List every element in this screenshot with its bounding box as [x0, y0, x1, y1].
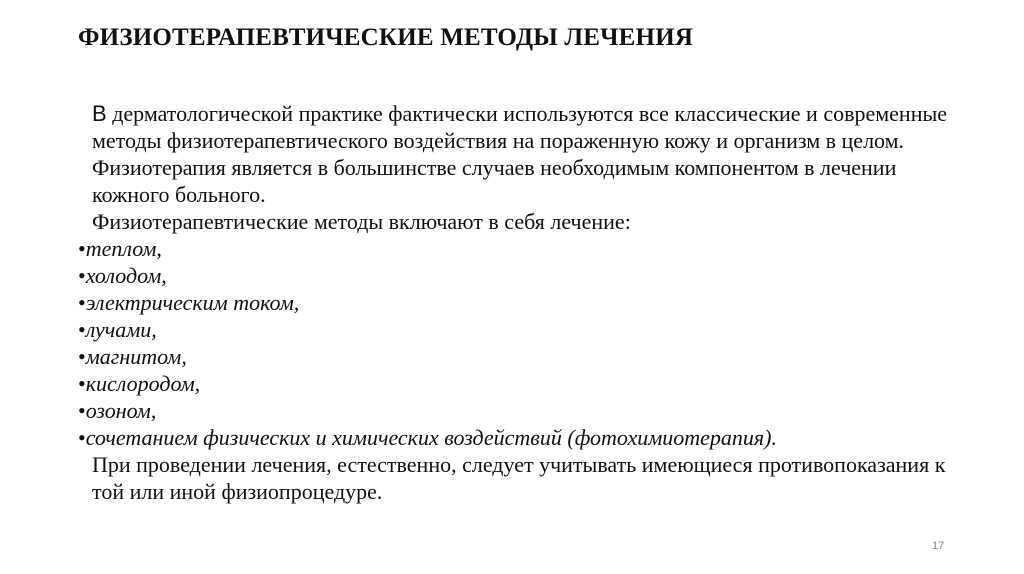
list-item: [78, 424, 978, 451]
method-item: магнитом,: [85, 344, 187, 369]
list-item: [78, 316, 978, 343]
bullet-icon: •: [78, 263, 86, 288]
slide-body: [78, 100, 978, 505]
bullet-icon: •: [78, 371, 86, 396]
page-number: 17: [932, 540, 945, 552]
method-item: озоном,: [85, 398, 157, 423]
method-item: электрическим током,: [85, 290, 300, 315]
bullet-icon: •: [78, 236, 86, 261]
methods-list: [78, 235, 978, 451]
list-item: [78, 370, 978, 397]
method-item: холодом,: [85, 263, 167, 288]
method-item: сочетанием физических и химических воздействий (фотохимиотерапия).: [85, 425, 777, 450]
intro-text: дерматологической практике фактически используются все классические и современные методы физиотерапевтического воздействия на пораженную кожу и организм в целом. Физиотерапия является в большинстве случаев необходимым компонентом в лечении кожного больного.: [92, 101, 948, 207]
bullet-icon: •: [78, 317, 86, 342]
list-item: [78, 289, 978, 316]
intro-first-letter: В: [92, 101, 107, 126]
bullet-icon: •: [78, 344, 86, 369]
bullet-icon: •: [78, 425, 86, 450]
bullet-icon: •: [78, 290, 86, 315]
method-item: лучами,: [85, 317, 157, 342]
methods-lead: Физиотерапевтические методы включают в себя лечение:: [92, 209, 631, 234]
list-item: [78, 343, 978, 370]
intro-paragraph: [78, 100, 978, 208]
method-item: кислородом,: [85, 371, 201, 396]
method-item: теплом,: [85, 236, 162, 261]
list-item: [78, 262, 978, 289]
list-item: [78, 235, 978, 262]
slide-title: ФИЗИОТЕРАПЕВТИЧЕСКИЕ МЕТОДЫ ЛЕЧЕНИЯ: [78, 24, 694, 51]
conclusion-paragraph: При проведении лечения, естественно, следует учитывать имеющиеся противопоказания к той или иной физиопроцедуре.: [92, 452, 946, 504]
list-item: [78, 397, 978, 424]
bullet-icon: •: [78, 398, 86, 423]
